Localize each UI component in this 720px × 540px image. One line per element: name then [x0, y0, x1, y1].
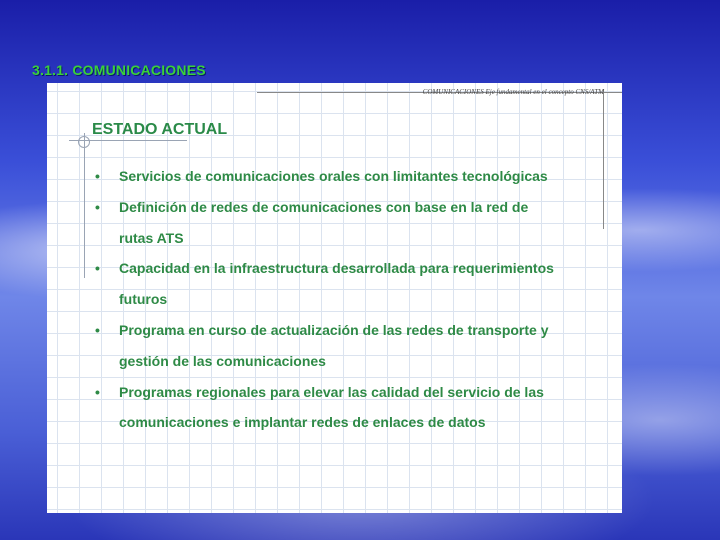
- bullet-icon: •: [95, 168, 100, 184]
- slide-header-note: COMUNICACIONES Eje fundamental en el concepto CNS/ATM: [422, 88, 604, 96]
- list-item-text: Servicios de comunicaciones orales con limitantes tecnológicas: [119, 168, 548, 184]
- bullet-icon: •: [95, 260, 100, 277]
- list-item: [95, 315, 565, 377]
- list-item-text: Programa en curso de actualización de las redes de transporte y gestión de las comunicaciones: [119, 321, 549, 369]
- bullet-list: [95, 161, 565, 438]
- right-vertical-rule: [603, 89, 604, 229]
- section-title: 3.1.1. COMUNICACIONES: [32, 62, 206, 78]
- list-item: [95, 161, 565, 192]
- bullet-icon: •: [95, 321, 100, 338]
- decorative-line-vertical: [84, 133, 85, 278]
- list-item-text: Definición de redes de comunicaciones con base en la red de rutas ATS: [119, 198, 529, 246]
- list-item-text: Capacidad en la infraestructura desarrollada para requerimientos futuros: [119, 260, 554, 308]
- slide-heading: ESTADO ACTUAL: [92, 121, 228, 138]
- list-item: [95, 253, 565, 315]
- decorative-circle-icon: [78, 136, 90, 148]
- list-item: [95, 192, 565, 254]
- list-item-text: Programas regionales para elevar las calidad del servicio de las comunicaciones e implantar redes de enlaces de datos: [119, 383, 544, 431]
- bullet-icon: •: [95, 198, 100, 215]
- bullet-icon: •: [95, 383, 100, 400]
- list-item: [95, 377, 565, 439]
- slide-panel: [47, 83, 622, 513]
